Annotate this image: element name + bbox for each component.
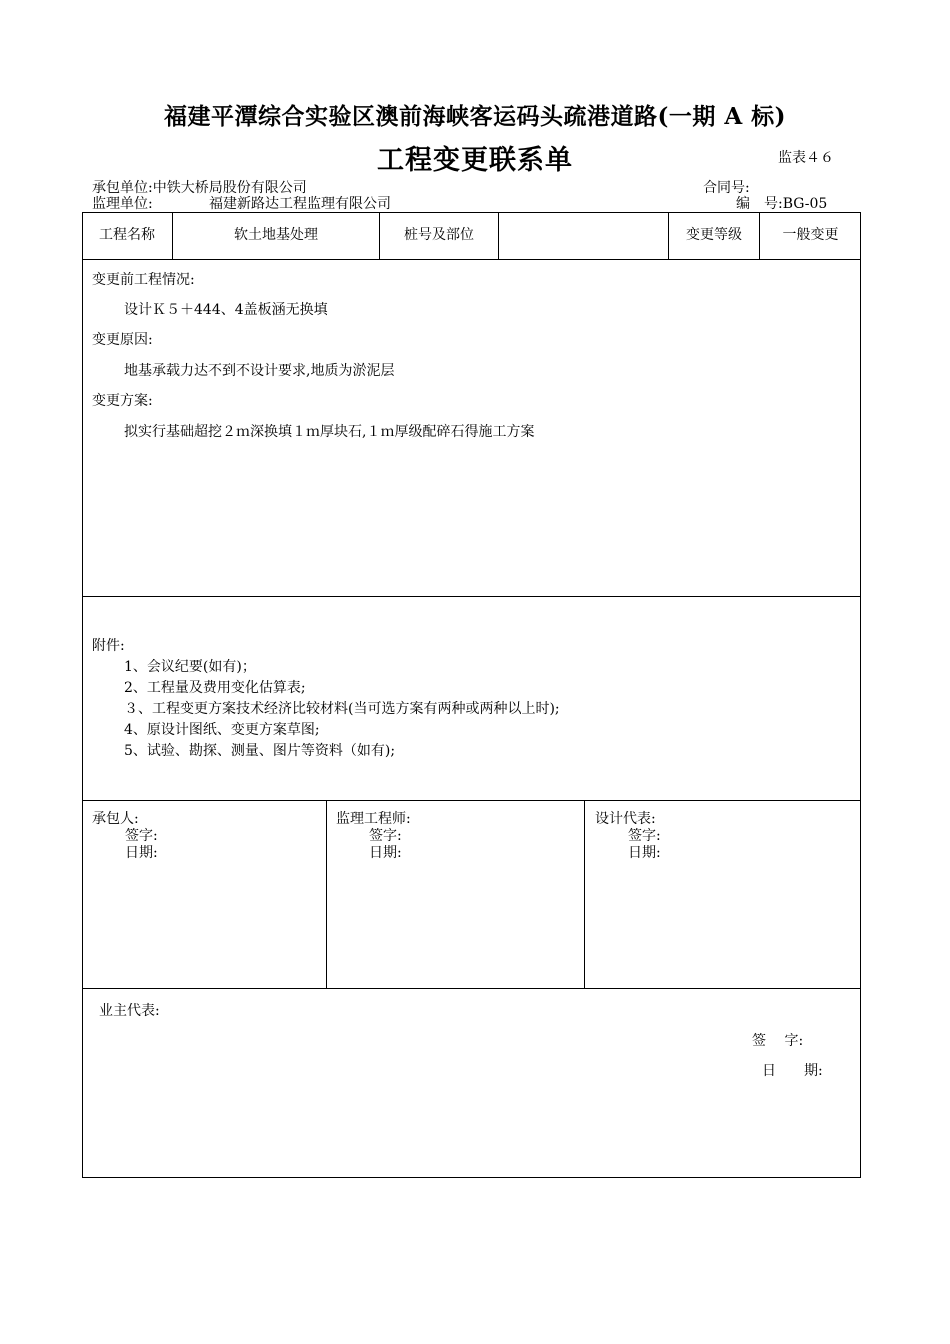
contractor-signature-block (92, 811, 158, 862)
station-label-cell: 桩号及部位 (404, 227, 474, 243)
form-number: 监表４６ (778, 150, 834, 166)
change-level-value-cell: 一般变更 (782, 227, 839, 243)
project-name-value-cell: 软土地基处理 (234, 227, 318, 243)
contractor-label: 承包单位: (92, 180, 153, 196)
attachment-item: 4、原设计图纸、变更方案草图; (124, 722, 320, 738)
engineer-signature-block (336, 811, 411, 862)
engineer-date-label: 日期: (369, 845, 402, 861)
engineer-sign-title: 监理工程师: (336, 811, 411, 827)
form-frame (82, 212, 861, 1178)
designer-date-label: 日期: (628, 845, 661, 861)
owner-sign-label: 签 字: (752, 1033, 804, 1049)
owner-date-label: 日 期: (762, 1063, 823, 1079)
before-label: 变更前工程情况: (92, 272, 195, 288)
attachment-item: 5、试验、勘探、测量、图片等资料（如有); (124, 743, 396, 759)
supervisor-label: 监理单位: (92, 196, 153, 212)
station-value-cell[interactable] (499, 212, 668, 259)
contractor-info (92, 180, 307, 196)
reason-text: 地基承载力达不到不设计要求,地质为淤泥层 (124, 363, 395, 379)
designer-sign-title: 设计代表: (595, 811, 656, 827)
contractor-sign-label: 签字: (125, 828, 158, 844)
designer-signature-block (595, 811, 661, 862)
before-text: 设计Ｋ５＋444、4盖板涵无换填 (124, 302, 328, 318)
serial-info (736, 196, 827, 212)
contractor-sign-title: 承包人: (92, 811, 139, 827)
owner-label: 业主代表: (99, 1003, 160, 1019)
attachment-item: 2、工程量及费用变化估算表; (124, 680, 306, 696)
attachment-item: ３、工程变更方案技术经济比较材料(当可选方案有两种或两种以上时); (124, 701, 560, 717)
designer-sign-label: 签字: (628, 828, 661, 844)
attachment-item: 1、会议纪要(如有)； (124, 659, 256, 675)
contractor-date-label: 日期: (125, 845, 158, 861)
change-level-label-cell: 变更等级 (686, 227, 742, 243)
serial-label: 编 号: (736, 196, 783, 212)
document-subtitle: 工程变更联系单 (377, 145, 573, 176)
contract-no-label: 合同号: (703, 180, 750, 196)
serial-value: BG-05 (782, 196, 828, 212)
reason-label: 变更原因: (92, 332, 153, 348)
supervisor-value: 福建新路达工程监理有限公司 (209, 196, 391, 212)
attachments-label: 附件: (92, 638, 125, 654)
document-title: 福建平潭综合实验区澳前海峡客运码头疏港道路(一期 A 标) (163, 103, 787, 130)
engineer-sign-label: 签字: (369, 828, 402, 844)
contractor-value: 中铁大桥局股份有限公司 (152, 180, 307, 196)
plan-label: 变更方案: (92, 393, 153, 409)
plan-text: 拟实行基础超挖２ｍ深换填１ｍ厚块石,１ｍ厚级配碎石得施工方案 (124, 424, 535, 440)
project-name-label-cell: 工程名称 (99, 227, 155, 243)
